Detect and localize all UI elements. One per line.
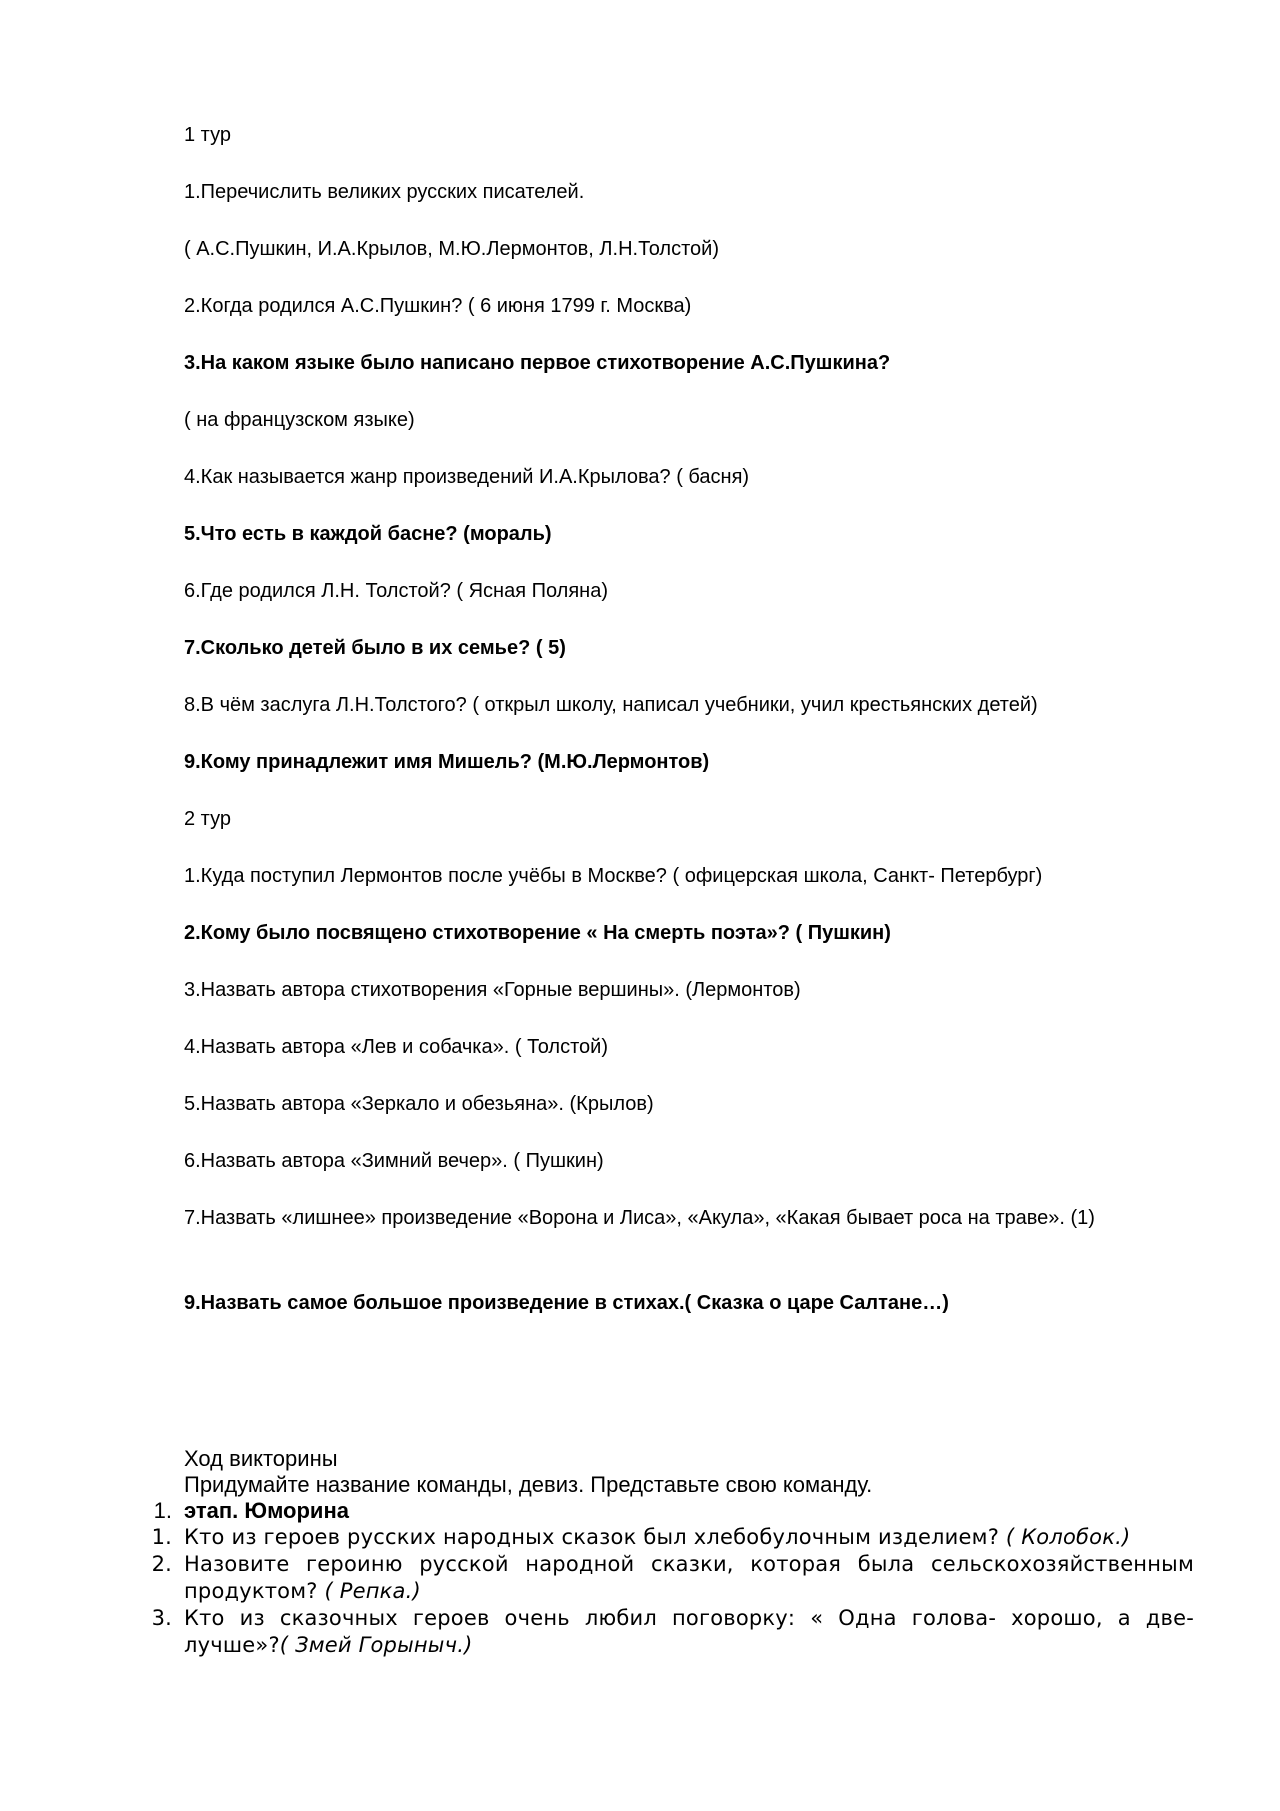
quiz-line: 2.Когда родился А.С.Пушкин? ( 6 июня 1799 г. Москва) <box>184 295 692 317</box>
quiz-line: 1.Куда поступил Лермонтов после учёбы в Москве? ( офицерская школа, Санкт- Петербург) <box>184 865 1043 887</box>
quiz-line: ( на французском языке) <box>184 409 415 431</box>
quiz-line: 6.Где родился Л.Н. Толстой? ( Ясная Поляна) <box>184 580 608 602</box>
question-number: 2. <box>151 1552 172 1576</box>
progress-intro: Придумайте название команды, девиз. Представьте свою команду. <box>184 1472 873 1497</box>
quiz-line-bold: 7.Сколько детей было в их семье? ( 5) <box>184 637 566 659</box>
question-answer: ( Колобок.) <box>1005 1525 1131 1549</box>
question-number: 3. <box>151 1606 172 1630</box>
quiz-line-bold: 3.На каком языке было написано первое стихотворение А.С.Пушкина? <box>184 352 891 374</box>
stage-label: этап. Юморина <box>184 1498 349 1523</box>
quiz-line: 4.Как называется жанр произведений И.А.Крылова? ( басня) <box>184 466 750 488</box>
question-text: Кто из героев русских народных сказок был хлебобулочным изделием? <box>184 1525 1006 1549</box>
quiz-line: 6.Назвать автора «Зимний вечер». ( Пушкин) <box>184 1150 604 1172</box>
question-item <box>151 1524 1194 1551</box>
quiz-line: ( А.С.Пушкин, И.А.Крылов, М.Ю.Лермонтов, Л.Н.Толстой) <box>184 238 719 260</box>
question-text: Назовите героиню русской народной сказки, которая была сельскохозяйственным продуктом? <box>184 1552 1194 1603</box>
round-1-heading: 1 тур <box>184 124 231 146</box>
question-answer: ( Змей Горыныч.) <box>279 1633 473 1657</box>
quiz-line: 1.Перечислить великих русских писателей. <box>184 181 585 203</box>
quiz-line: 8.В чём заслуга Л.Н.Толстого? ( открыл школу, написал учебники, учил крестьянских детей) <box>184 694 1038 716</box>
quiz-line-bold: 9.Кому принадлежит имя Мишель? (М.Ю.Лермонтов) <box>184 751 710 773</box>
quiz-line: 4.Назвать автора «Лев и собачка». ( Толстой) <box>184 1036 608 1058</box>
stage-heading <box>153 1498 1194 1524</box>
progress-title: Ход викторины <box>184 1446 338 1471</box>
quiz-line: 7.Назвать «лишнее» произведение «Ворона и Лиса», «Акула», «Какая бывает роса на траве». (1) <box>184 1207 1095 1229</box>
question-item <box>151 1605 1194 1659</box>
stage-number: 1. <box>153 1498 172 1523</box>
quiz-line: 3.Назвать автора стихотворения «Горные вершины». (Лермонтов) <box>184 979 801 1001</box>
round-2-heading: 2 тур <box>184 808 231 830</box>
quiz-line-bold: 9.Назвать самое большое произведение в стихах.( Сказка о царе Салтане…) <box>184 1292 949 1314</box>
quiz-line-bold: 2.Кому было посвящено стихотворение « На смерть поэта»? ( Пушкин) <box>184 922 891 944</box>
quiz-progress-section <box>151 1446 1194 1659</box>
quiz-line: 5.Назвать автора «Зеркало и обезьяна». (Крылов) <box>184 1093 654 1115</box>
quiz-line-bold: 5.Что есть в каждой басне? (мораль) <box>184 523 552 545</box>
question-number: 1. <box>151 1525 172 1549</box>
question-answer: ( Репка.) <box>324 1579 421 1603</box>
question-item <box>151 1551 1194 1605</box>
question-text: Кто из сказочных героев очень любил поговорку: « Одна голова- хорошо, а две- лучше»? <box>184 1606 1194 1657</box>
